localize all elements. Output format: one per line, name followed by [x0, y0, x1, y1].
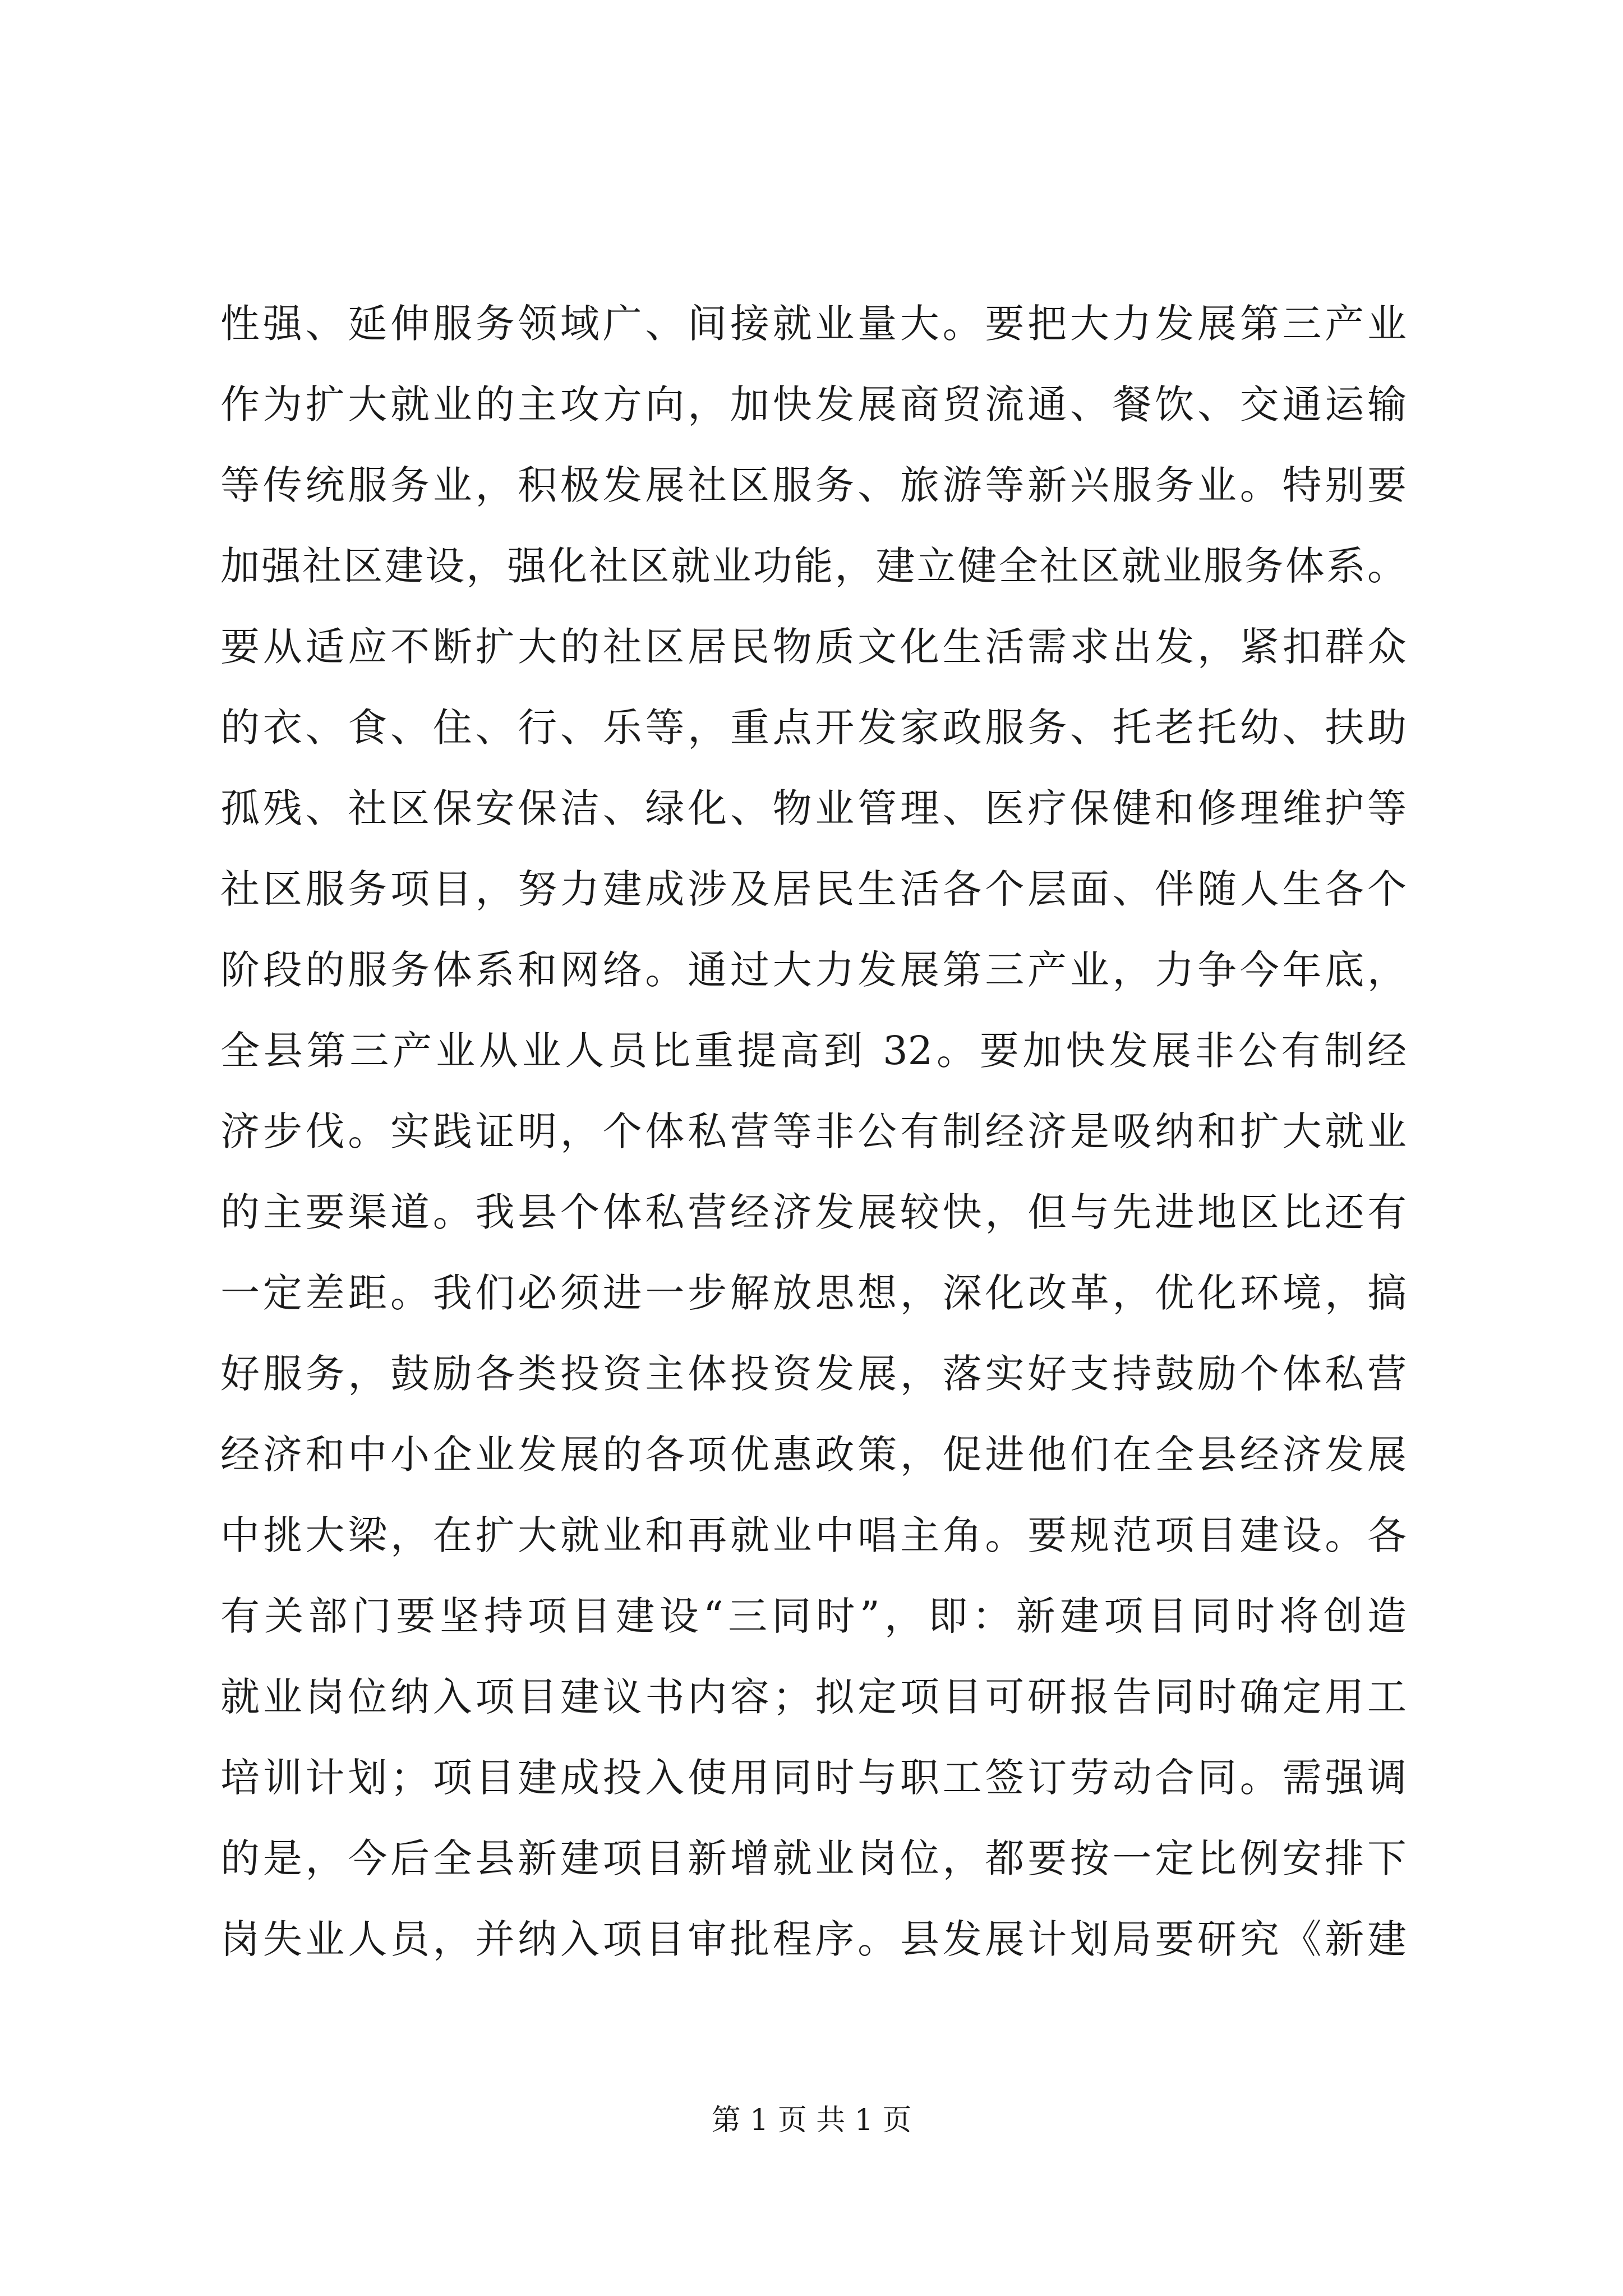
text-line: 等传统服务业，积极发展社区服务、旅游等新兴服务业。特别要 [220, 462, 1407, 508]
text-line: 的主要渠道。我县个体私营经济发展较快，但与先进地区比还有 [220, 1189, 1407, 1235]
text-line: 加强社区建设，强化社区就业功能，建立健全社区就业服务体系。 [220, 543, 1407, 589]
text-line: 济步伐。实践证明，个体私营等非公有制经济是吸纳和扩大就业 [220, 1108, 1407, 1154]
text-line: 性强、延伸服务领域广、间接就业量大。要把大力发展第三产业 [220, 301, 1407, 347]
text-line: 岗失业人员，并纳入项目审批程序。县发展计划局要研究《新建 [220, 1916, 1407, 1962]
text-line: 有关部门要坚持项目建设“三同时”，即：新建项目同时将创造 [220, 1593, 1407, 1639]
text-line: 阶段的服务体系和网络。通过大力发展第三产业，力争今年底， [220, 947, 1407, 993]
text-line: 作为扩大就业的主攻方向，加快发展商贸流通、餐饮、交通运输 [220, 381, 1407, 427]
text-line: 的是，今后全县新建项目新增就业岗位，都要按一定比例安排下 [220, 1835, 1407, 1881]
text-line: 中挑大梁，在扩大就业和再就业中唱主角。要规范项目建设。各 [220, 1512, 1407, 1558]
text-line: 孤残、社区保安保洁、绿化、物业管理、医疗保健和修理维护等 [220, 785, 1407, 831]
page-number-label: 第 1 页 共 1 页 [711, 2104, 912, 2137]
text-line: 好服务，鼓励各类投资主体投资发展，落实好支持鼓励个体私营 [220, 1351, 1407, 1397]
page-footer [0, 2101, 1623, 2140]
text-line: 经济和中小企业发展的各项优惠政策，促进他们在全县经济发展 [220, 1432, 1407, 1478]
text-line: 社区服务项目，努力建成涉及居民生活各个层面、伴随人生各个 [220, 866, 1407, 912]
text-line: 的衣、食、住、行、乐等，重点开发家政服务、托老托幼、扶助 [220, 705, 1407, 751]
text-line: 全县第三产业从业人员比重提高到 32。要加快发展非公有制经 [220, 1028, 1407, 1074]
text-line: 就业岗位纳入项目建议书内容；拟定项目可研报告同时确定用工 [220, 1674, 1407, 1720]
body-text [220, 283, 1407, 1980]
text-line: 要从适应不断扩大的社区居民物质文化生活需求出发，紧扣群众 [220, 624, 1407, 670]
text-line: 一定差距。我们必须进一步解放思想，深化改革，优化环境，搞 [220, 1270, 1407, 1316]
text-line: 培训计划；项目建成投入使用同时与职工签订劳动合同。需强调 [220, 1755, 1407, 1801]
